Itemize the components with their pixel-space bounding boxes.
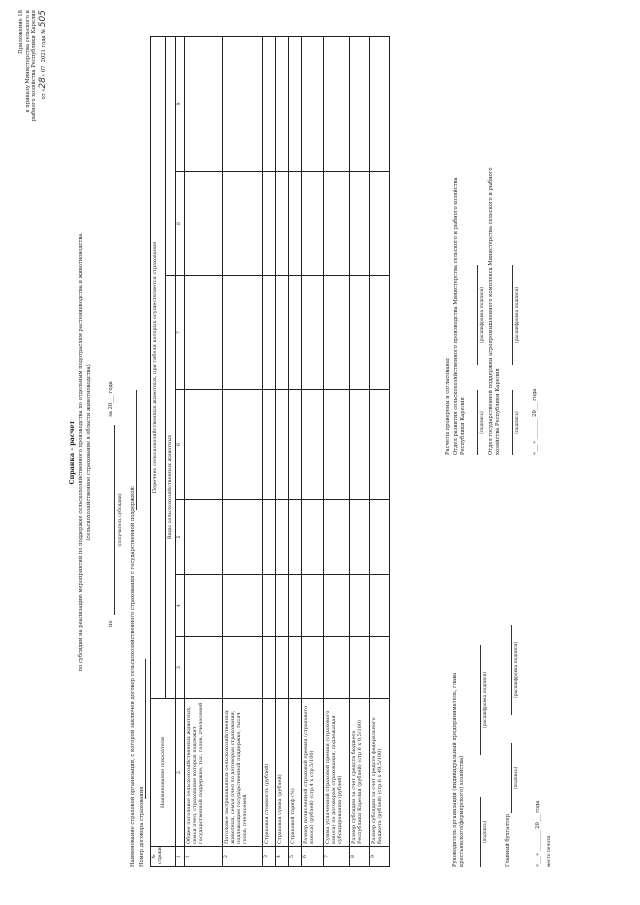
dept2-decoding-line: [512, 265, 513, 365]
calculation-table: [150, 36, 390, 867]
appendix-line-2: рыбного хозяйства Республики Карелия: [31, 10, 37, 122]
recipient-line: [114, 425, 115, 615]
head-decoding-caption: (расшифровка подписи): [483, 672, 488, 728]
header-row-number: № строки: [151, 847, 176, 867]
insurer-name-label: Наименование страховой организации, с которой заключен договор сельскохозяйственного страхования с государственной поддержкой:: [130, 485, 136, 867]
contract-number-label: Номер договора страхования: [139, 786, 145, 867]
dept2-signature-line: [512, 390, 513, 455]
table-row: 1 Общее поголовье сельскохозяйственных животных, семьи пчел, страхование которых подлежит государственной поддержке, тыс. голов, пчелосемей: [184, 36, 222, 866]
recipient-prefix: по: [108, 620, 114, 627]
dept2-label: Отдел государственной поддержки агропромышленного комплекса Министерства сельского и рыбного хозяйства Республики Карелия: [488, 167, 501, 455]
header-indicator-name: Наименование показателя: [151, 699, 176, 847]
head-signature-caption: (подпись): [483, 820, 488, 844]
appendix-day: 28: [37, 77, 48, 89]
table-row: 9 Размер субсидии за счет средств федерального бюджета (рублей) (стр.6 х 49,5/100): [369, 36, 389, 866]
head-signature-label: Руководитель организации (индивидуальный предприниматель, глава крестьянского(фермерского) хозяйства): [452, 672, 465, 867]
accountant-decoding-caption: (расшифровка подписи): [514, 642, 519, 698]
header-empty-cell: [166, 36, 176, 275]
verified-label: Расчеты проверены и согласованы:: [445, 357, 451, 455]
header-animal-list: Перечень сельскохозяйственных животных, при гибели которых осуществляется страхование: [151, 36, 166, 698]
document-subtitle: по субсидии на реализацию мероприятий по поддержке сельскохозяйственного производства по отдельным подотраслям растениеводства и животноводства: [78, 233, 84, 672]
dept1-label: Отдел развития сельскохозяйственного производства Министерства сельского и рыбного хозяйства Республики Карелия: [453, 177, 466, 455]
dept1-signature-caption: (подпись): [480, 411, 485, 434]
recipient-caption: (получатель субсидии): [118, 493, 123, 547]
table-row: 3 Страховая стоимость (рублей): [262, 36, 275, 866]
header-animal-types: Виды сельскохозяйственных животных: [166, 276, 176, 699]
insurer-name-line: [136, 390, 137, 510]
accountant-label: Главный бухгалтер: [505, 814, 511, 867]
table-row: 5 Страховой тариф (%): [288, 36, 301, 866]
table-row: 8 Размер субсидии за счет средств бюджета Республики Карелия (рублей) (стр 6 х 0,5/100): [349, 36, 369, 866]
accountant-signature-line: [511, 743, 512, 813]
dept1-signature-line: [477, 390, 478, 455]
table-row: 7 Сумма уплаченной страховой премии (страхового взноса) по договорам страхования, подлежащая субсидированию (рублей): [323, 36, 349, 866]
table-row: 6 Размер начисленной страховой премии (страхового взноса) (рублей) (стр.4 х стр.5/100): [301, 36, 323, 866]
left-date-line: «___» ________ 20___ года: [535, 800, 541, 867]
dept2-decoding-caption: (расшифровка подписи): [515, 287, 520, 343]
accountant-decoding-line: [511, 625, 512, 715]
dept2-signature-caption: (подпись): [515, 411, 520, 434]
accountant-signature-caption: (подпись): [514, 766, 519, 790]
appendix-number: 505: [37, 10, 48, 28]
stamp-place: место печати: [547, 835, 552, 867]
head-decoding-line: [480, 645, 481, 755]
dept1-decoding-line: [477, 265, 478, 365]
appendix-block: [18, 10, 49, 121]
document-title: Справка - расчет: [68, 420, 76, 485]
right-date-line: «___» ________ 20___ года: [532, 388, 538, 455]
period-label: за 20___ года: [108, 381, 114, 417]
head-signature-line: [480, 797, 481, 867]
table-row: 2 Поголовье застрахованных сельскохозяйственных животных, семьи пчел по договорам страхования, подлежащим государственной поддержке, тысяч голов, пчелосемей: [222, 36, 262, 866]
appendix-line-1: к приказу Министерства сельского и: [24, 10, 31, 113]
dept1-decoding-caption: (расшифровка подписи): [480, 287, 485, 343]
appendix-title: Приложение 18: [18, 10, 24, 54]
document-subtitle-note: (сельскохозяйственное страхование в области животноводства): [86, 364, 92, 541]
contract-number-line: [145, 659, 146, 799]
index-row: 1 2 3 4 5 6 7 8 9: [176, 36, 185, 866]
table-row: 4 Страховая сумма (рублей): [275, 36, 288, 866]
appendix-date-line: от «28» 07 2021 года № 505: [37, 10, 48, 100]
